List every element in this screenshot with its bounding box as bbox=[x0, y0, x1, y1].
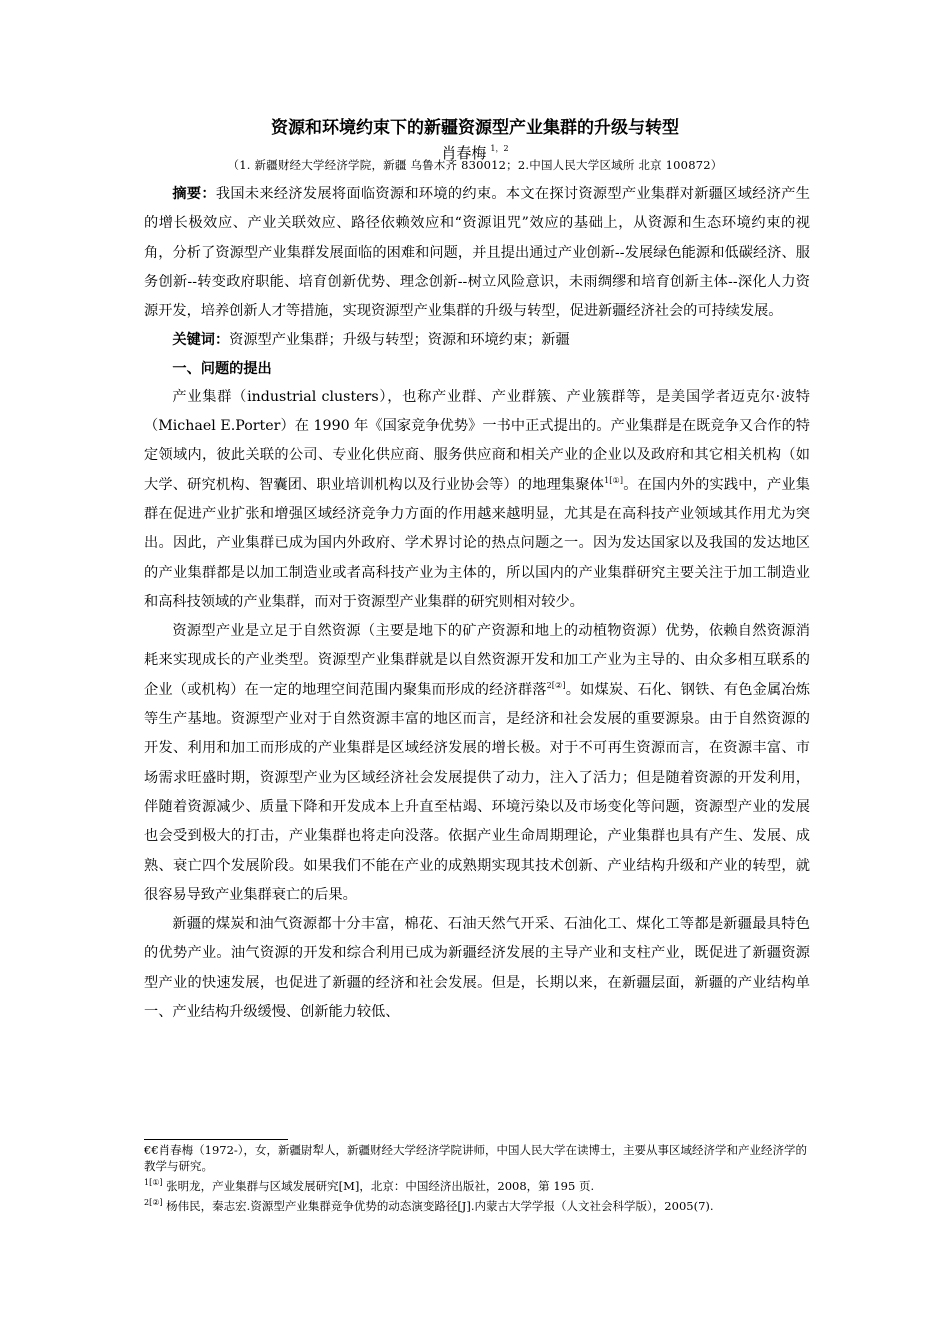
citation-ref-1[interactable]: 1[①] bbox=[604, 475, 624, 485]
footnote-2-mark: 2[②] bbox=[144, 1198, 163, 1207]
footnote-2 bbox=[144, 1195, 810, 1214]
paper-title: 资源和环境约束下的新疆资源型产业集群的升级与转型 bbox=[271, 118, 679, 138]
affiliation: （1. 新疆财经大学经济学院，新疆 乌鲁木齐 830012；2.中国人民大学区域所 北京 100872） bbox=[227, 158, 723, 172]
paragraph-1-text-a: 产业集群（industrial clusters），也称产业群、产业群簇、产业簇群等，是美国学者迈克尔·波特（Michael E.Porter）在 1990 年《国家竞争优势》一书中正式提出的。产业集群是在既竞争又合作的特定领域内，彼此关联的公司、专业化供应商、服务供应商和相关产业的企业以及政府和其它相关机构（如大学、研究机构、智囊团、职业培训机构以及行业协会等）的地理集聚体 bbox=[144, 388, 810, 493]
abstract-paragraph bbox=[144, 180, 810, 326]
body-paragraph-2 bbox=[144, 617, 810, 910]
body-paragraph-1 bbox=[144, 383, 810, 617]
keywords-text: 资源型产业集群；升级与转型；资源和环境约束；新疆 bbox=[229, 332, 570, 349]
body-paragraph-3: 新疆的煤炭和油气资源都十分丰富，棉花、石油天然气开采、石油化工、煤化工等都是新疆最具特色的优势产业。油气资源的开发和综合利用已成为新疆经济发展的主导产业和支柱产业，既促进了新疆资源型产业的快速发展，也促进了新疆的经济和社会发展。但是，长期以来，在新疆层面，新疆的产业结构单一、产业结构升级缓慢、创新能力较低、 bbox=[144, 916, 810, 1021]
footnote-2-text: 杨伟民，秦志宏.资源型产业集群竞争优势的动态演变路径[J].内蒙古大学学报（人文社会科学版），2005(7). bbox=[162, 1199, 714, 1213]
footnote-separator bbox=[144, 1139, 288, 1140]
footnote-1 bbox=[144, 1175, 810, 1194]
author-affiliation-marks: 1，2 bbox=[490, 144, 509, 153]
footnote-1-text: 张明龙，产业集群与区域发展研究[M]，北京：中国经济出版社，2008，第 195 页. bbox=[162, 1179, 595, 1193]
footnote-author-mark: €€ bbox=[144, 1143, 159, 1157]
keywords-label: 关键词： bbox=[172, 332, 230, 349]
section-heading: 一、问题的提出 bbox=[172, 360, 272, 377]
author-name: 肖春梅 bbox=[441, 144, 487, 162]
abstract-label: 摘要： bbox=[172, 186, 216, 202]
abstract-text: 我国未来经济发展将面临资源和环境的约束。本文在探讨资源型产业集群对新疆区域经济产生的增长极效应、产业关联效应、路径依赖效应和“资源诅咒”效应的基础上，从资源和生态环境约束的视角，分析了资源型产业集群发展面临的困难和问题，并且提出通过产业创新--发展绿色能源和低碳经济、服务创新--转变政府职能、培育创新优势、理念创新--树立风险意识，未雨绸缪和培育创新主体--深化人力资源开发，培养创新人才等措施，实现资源型产业集群的升级与转型，促进新疆经济社会的可持续发展。 bbox=[144, 186, 810, 320]
footnote-1-mark: 1[①] bbox=[144, 1178, 163, 1187]
paragraph-2-text-a: 资源型产业是立足于自然资源（主要是地下的矿产资源和地上的动植物资源）优势，依赖自然资源消耗来实现成长的产业类型。资源型产业集群就是以自然资源开发和加工产业为主导的、由众多相互联系的企业（或机构）在一定的地理空间范围内聚集而形成的经济群落 bbox=[144, 623, 810, 698]
paragraph-1-text-b: 。在国内外的实践中，产业集群在促进产业扩张和增强区域经济竞争力方面的作用越来越明显，尤其是在高科技产业领域其作用尤为突出。因此，产业集群已成为国内外政府、学术界讨论的热点问题之一。因为发达国家以及我国的发达地区的产业集群都是以加工制造业或者高科技产业为主体的，所以国内的产业集群研究主要关注于加工制造业和高科技领域的产业集群，而对于资源型产业集群的研究则相对较少。 bbox=[144, 476, 810, 610]
paper-body bbox=[144, 180, 810, 1027]
footnotes bbox=[144, 1142, 810, 1215]
citation-ref-2[interactable]: 2[②] bbox=[546, 680, 566, 690]
paragraph-2-text-b: 。如煤炭、石化、钢铁、有色金属冶炼等生产基地。资源型产业对于自然资源丰富的地区而言，是经济和社会发展的重要源泉。由于自然资源的开发、利用和加工而形成的产业集群是区域经济发展的增长极。对于不可再生资源而言，在资源丰富、市场需求旺盛时期，资源型产业为区域经济社会发展提供了动力，注入了活力；但是随着资源的开发利用，伴随着资源减少、质量下降和开发成本上升直至枯竭、环境污染以及市场变化等问题，资源型产业的发展也会受到极大的打击，产业集群也将走向没落。依据产业生命周期理论，产业集群也具有产生、发展、成熟、衰亡四个发展阶段。如果我们不能在产业的成熟期实现其技术创新、产业结构升级和产业的转型，就很容易导致产业集群衰亡的后果。 bbox=[144, 681, 810, 903]
footnote-author bbox=[144, 1142, 810, 1174]
keywords-paragraph bbox=[144, 326, 810, 355]
footnote-author-text: 肖春梅（1972-），女，新疆尉犁人，新疆财经大学经济学院讲师，中国人民大学在读博士，主要从事区域经济学和产业经济学的教学与研究。 bbox=[144, 1143, 808, 1173]
